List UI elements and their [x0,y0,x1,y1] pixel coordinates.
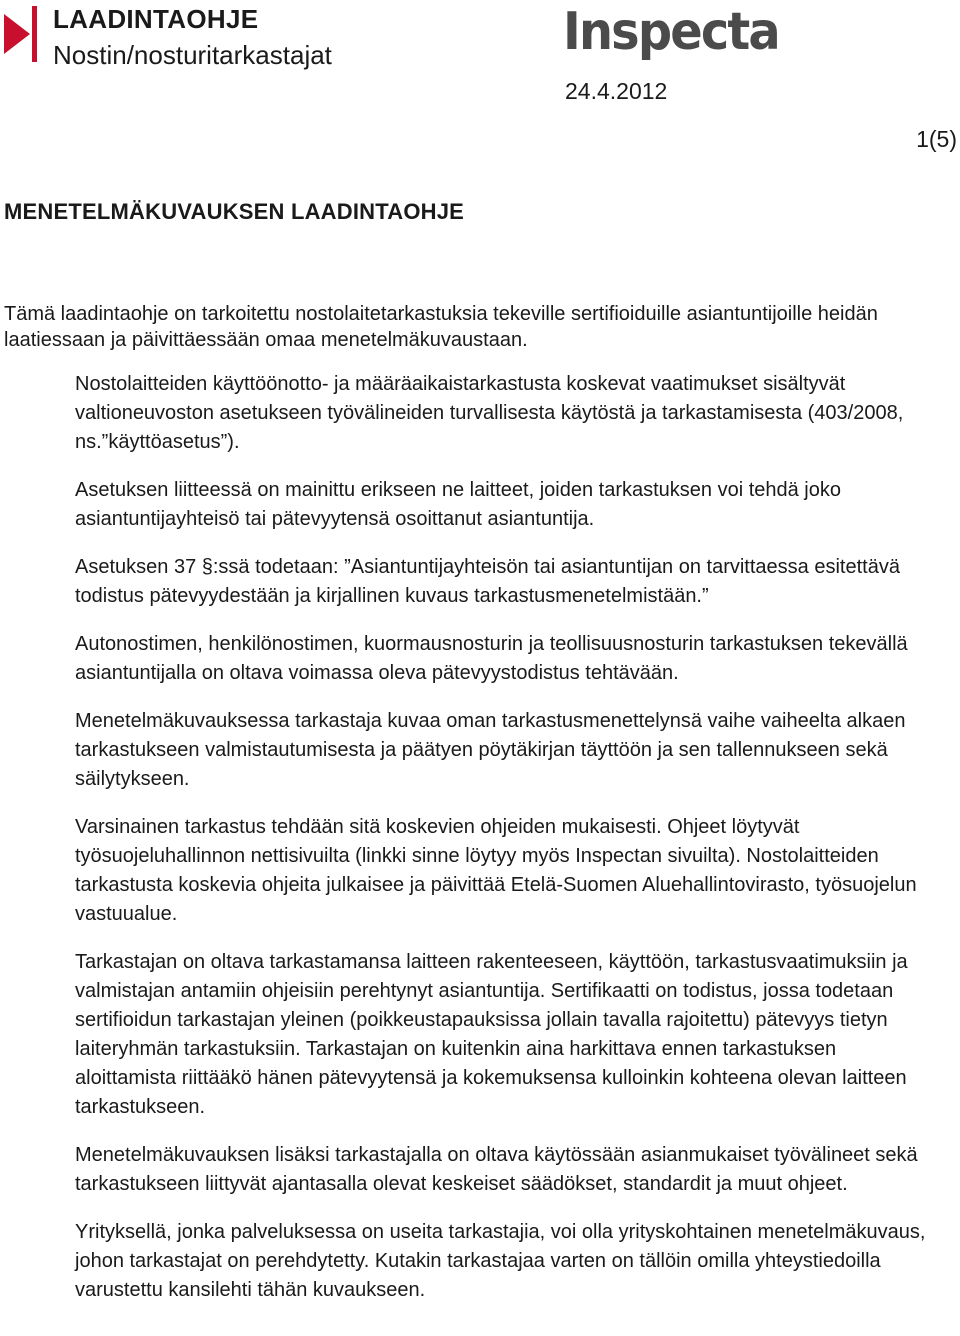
document-title: MENETELMÄKUVAUKSEN LAADINTAOHJE [4,199,465,224]
paragraph: Nostolaitteiden käyttöönotto- ja määräaikaistarkastusta koskevat vaatimukset sisältyvät valtioneuvoston asetukseen työvälineiden turvallisesta käytöstä ja tarkastamisesta (403/2008, ns.”käyttöasetus”). [75,373,904,453]
inspecta-logo: Inspecta [563,2,779,62]
page-header [0,0,960,170]
red-play-marker-icon [4,6,40,62]
document-date: 24.4.2012 [565,78,668,104]
paragraph: Menetelmäkuvauksen lisäksi tarkastajalla on oltava käytössään asianmukaiset työvälineet sekä tarkastukseen liittyvät ajantasalla olevat keskeiset säädökset, standardit ja muut ohjeet. [75,1144,918,1195]
paragraph: Autonostimen, henkilönostimen, kuormausnosturin ja teollisuusnosturin tarkastuksen tekevällä asiantuntijalla on oltava voimassa oleva pätevyystodistus tehtävään. [75,633,908,684]
document-subtitle: Nostin/nosturitarkastajat [53,40,332,70]
paragraph: Menetelmäkuvauksessa tarkastaja kuvaa oman tarkastusmenettelynsä vaihe vaiheelta alkaen tarkastukseen valmistautumisesta ja päätyen pöytäkirjan täyttöön ja sen tallennukseen sekä säilytykseen. [75,710,906,790]
body-text [75,370,940,1324]
paragraph: Asetuksen liitteessä on mainittu erikseen ne laitteet, joiden tarkastuksen voi tehdä joko asiantuntijayhteisö tai pätevyytensä osoittanut asiantuntija. [75,479,841,530]
document-type: LAADINTAOHJE [53,4,259,34]
paragraph: Tarkastajan on oltava tarkastamansa laitteen rakenteeseen, käyttöön, tarkastusvaatimuksiin ja valmistajan antamiin ohjeisiin perehtynyt asiantuntija. Sertifikaatti on todistus, jossa todetaan sertifioidun tarkastajan yleinen (poikkeustapauksissa jollain tavalla rajoitettu) pätevyys tietyn laiteryhmän tarkastuksiin. Tarkastajan on kuitenkin aina harkittava ennen tarkastuksen aloittamista riittääkö hänen pätevyytensä ja kokemuksensa kulloinkin kohteena olevan laitteen tarkastukseen. [75,951,908,1118]
paragraph: Varsinainen tarkastus tehdään sitä koskevien ohjeiden mukaisesti. Ohjeet löytyvät työsuojeluhallinnon nettisivuilta (linkki sinne löytyy myös Inspectan sivuilta). Nostolaitteiden tarkastusta koskevia ohjeita julkaisee ja päivittää Etelä-Suomen Aluehallintovirasto, työsuojelun vastuualue. [75,816,917,925]
intro-paragraph: Tämä laadintaohje on tarkoitettu nostolaitetarkastuksia tekeville sertifioiduille asiantuntijoille heidän laatiessaan ja päivittäessään omaa menetelmäkuvaustaan. [4,303,878,351]
paragraph: Yrityksellä, jonka palveluksessa on useita tarkastajia, voi olla yrityskohtainen menetelmäkuvaus, johon tarkastajat on perehdytetty. Kutakin tarkastajaa varten on tällöin omilla yhteystiedoilla varustettu kansilehti tähän kuvaukseen. [75,1221,926,1301]
page-number: 1(5) [916,126,957,152]
paragraph: Asetuksen 37 §:ssä todetaan: ”Asiantuntijayhteisön tai asiantuntijan on tarvittaessa esitettävä todistus pätevyydestään ja kirjallinen kuvaus tarkastusmenetelmistään.” [75,556,900,607]
